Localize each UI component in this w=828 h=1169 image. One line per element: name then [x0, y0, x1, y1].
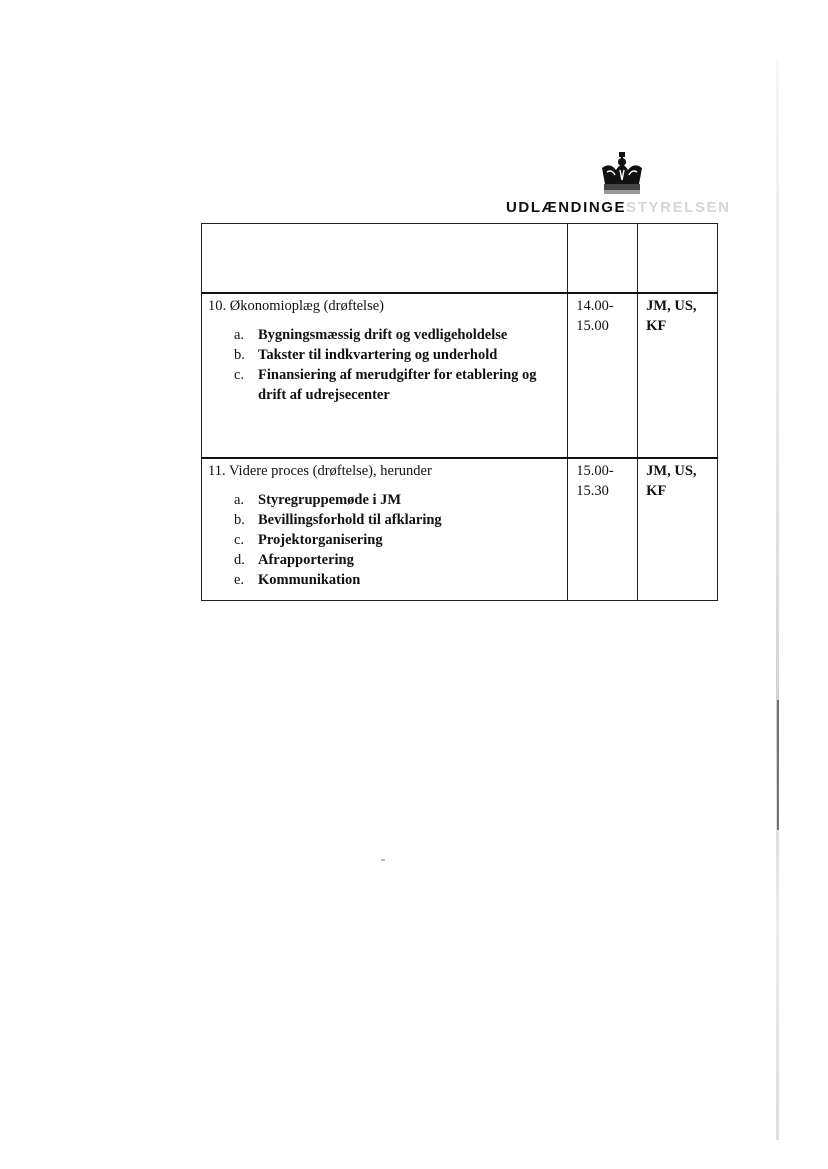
table-row	[202, 293, 718, 458]
list-item	[234, 510, 559, 530]
subitem-text: Bevillingsforhold til afklaring	[258, 512, 442, 528]
agenda-item-cell	[202, 293, 568, 458]
list-marker: e.	[234, 572, 245, 588]
table-header-row	[202, 224, 718, 294]
list-marker: b.	[234, 347, 245, 363]
responsible-parties: JM, US, KF	[646, 298, 697, 334]
subitem-text: Takster til indkvartering og underhold	[258, 347, 498, 363]
list-item	[234, 325, 559, 345]
time-range: 15.00- 15.30	[576, 463, 614, 499]
blank-cell	[638, 224, 718, 294]
blank-cell	[568, 224, 638, 294]
responsible-cell	[638, 293, 718, 458]
scan-edge-mark	[777, 700, 779, 830]
list-item	[234, 530, 559, 550]
list-marker: a.	[234, 492, 245, 508]
subitem-text: Finansiering af merudgifter for etablering og drift af udrejsecenter	[258, 367, 537, 403]
agency-name	[506, 199, 731, 216]
time-range: 14.00- 15.00	[576, 298, 614, 334]
royal-crown-icon	[598, 152, 646, 196]
responsible-cell	[638, 458, 718, 601]
list-item	[234, 490, 559, 510]
agenda-item-title: 11. Videre proces (drøftelse), herunder	[208, 463, 432, 479]
agenda-item-title: 10. Økonomioplæg (drøftelse)	[208, 298, 384, 314]
list-item	[234, 365, 559, 405]
agenda-item-cell	[202, 458, 568, 601]
scan-speck	[381, 859, 385, 861]
subitem-text: Kommunikation	[258, 572, 361, 588]
subitem-list	[208, 490, 559, 590]
list-marker: d.	[234, 552, 245, 568]
subitem-list	[208, 325, 559, 405]
list-marker: a.	[234, 327, 245, 343]
subitem-text: Bygningsmæssig drift og vedligeholdelse	[258, 327, 508, 343]
table-row	[202, 458, 718, 601]
time-cell	[568, 293, 638, 458]
list-marker: c.	[234, 532, 245, 548]
agenda-table	[201, 223, 718, 601]
list-item	[234, 570, 559, 590]
list-marker: c.	[234, 367, 245, 383]
list-item	[234, 345, 559, 365]
subitem-text: Projektorganisering	[258, 532, 383, 548]
agency-name-visible: UDLÆNDINGE	[506, 199, 627, 216]
time-cell	[568, 458, 638, 601]
blank-cell	[202, 224, 568, 294]
list-marker: b.	[234, 512, 245, 528]
subitem-text: Afrapportering	[258, 552, 354, 568]
scan-edge-shadow	[776, 60, 779, 1140]
list-item	[234, 550, 559, 570]
responsible-parties: JM, US, KF	[646, 463, 697, 499]
subitem-text: Styregruppemøde i JM	[258, 492, 402, 508]
agency-name-faded: STYRELSEN	[626, 199, 731, 216]
